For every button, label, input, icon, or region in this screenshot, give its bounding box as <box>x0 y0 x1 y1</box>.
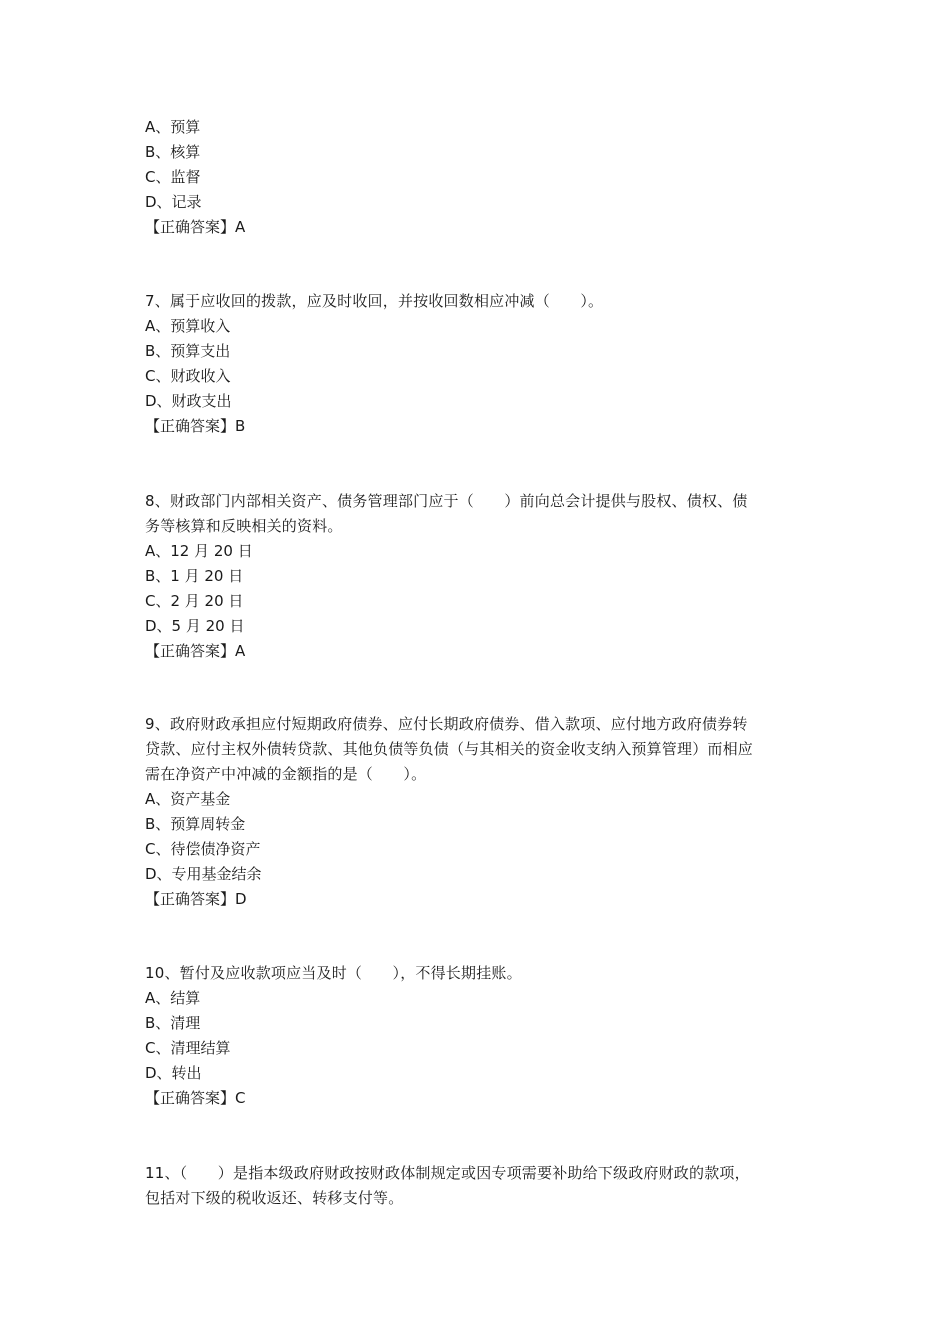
question-stem: 10、暂付及应收款项应当及时（ ），不得长期挂账。 <box>145 964 522 982</box>
question-10 <box>145 961 813 1111</box>
option-d: D、5 月 20 日 <box>145 617 245 635</box>
question-6 <box>145 115 813 240</box>
question-7 <box>145 289 813 439</box>
question-stem-continued: 务等核算和反映相关的资料。 <box>145 517 343 535</box>
correct-answer: 【正确答案】C <box>145 1089 246 1107</box>
option-b: B、预算支出 <box>145 342 231 360</box>
option-b: B、核算 <box>145 143 201 161</box>
correct-answer: 【正确答案】D <box>145 890 247 908</box>
option-a: A、预算 <box>145 118 201 136</box>
option-b: B、1 月 20 日 <box>145 567 244 585</box>
question-stem: 9、政府财政承担应付短期政府债券、应付长期政府债券、借入款项、应付地方政府债券转 <box>145 715 748 733</box>
question-stem: 7、属于应收回的拨款，应及时收回，并按收回数相应冲减（ ）。 <box>145 292 604 310</box>
option-a: A、资产基金 <box>145 790 231 808</box>
option-d: D、专用基金结余 <box>145 865 262 883</box>
question-11 <box>145 1161 813 1211</box>
option-a: A、结算 <box>145 989 201 1007</box>
correct-answer: 【正确答案】A <box>145 642 246 660</box>
option-b: B、清理 <box>145 1014 201 1032</box>
question-stem-continued: 贷款、应付主权外债转贷款、其他负债等负债（与其相关的资金收支纳入预算管理）而相应 <box>145 740 754 758</box>
option-c: C、2 月 20 日 <box>145 592 244 610</box>
question-stem: 11、（ ）是指本级政府财政按财政体制规定或因专项需要补助给下级政府财政的款项， <box>145 1164 750 1182</box>
question-stem-continued: 包括对下级的税收返还、转移支付等。 <box>145 1189 404 1207</box>
option-b: B、预算周转金 <box>145 815 246 833</box>
question-stem-continued: 需在净资产中冲减的金额指的是（ ）。 <box>145 765 427 783</box>
correct-answer: 【正确答案】A <box>145 218 246 236</box>
question-8 <box>145 489 813 664</box>
correct-answer: 【正确答案】B <box>145 417 246 435</box>
option-d: D、记录 <box>145 193 202 211</box>
question-9 <box>145 712 813 912</box>
option-a: A、12 月 20 日 <box>145 542 253 560</box>
option-d: D、转出 <box>145 1064 202 1082</box>
option-c: C、财政收入 <box>145 367 231 385</box>
question-stem: 8、财政部门内部相关资产、债务管理部门应于（ ）前向总会计提供与股权、债权、债 <box>145 492 748 510</box>
option-c: C、清理结算 <box>145 1039 231 1057</box>
option-c: C、监督 <box>145 168 201 186</box>
option-a: A、预算收入 <box>145 317 231 335</box>
option-c: C、待偿债净资产 <box>145 840 261 858</box>
option-d: D、财政支出 <box>145 392 232 410</box>
